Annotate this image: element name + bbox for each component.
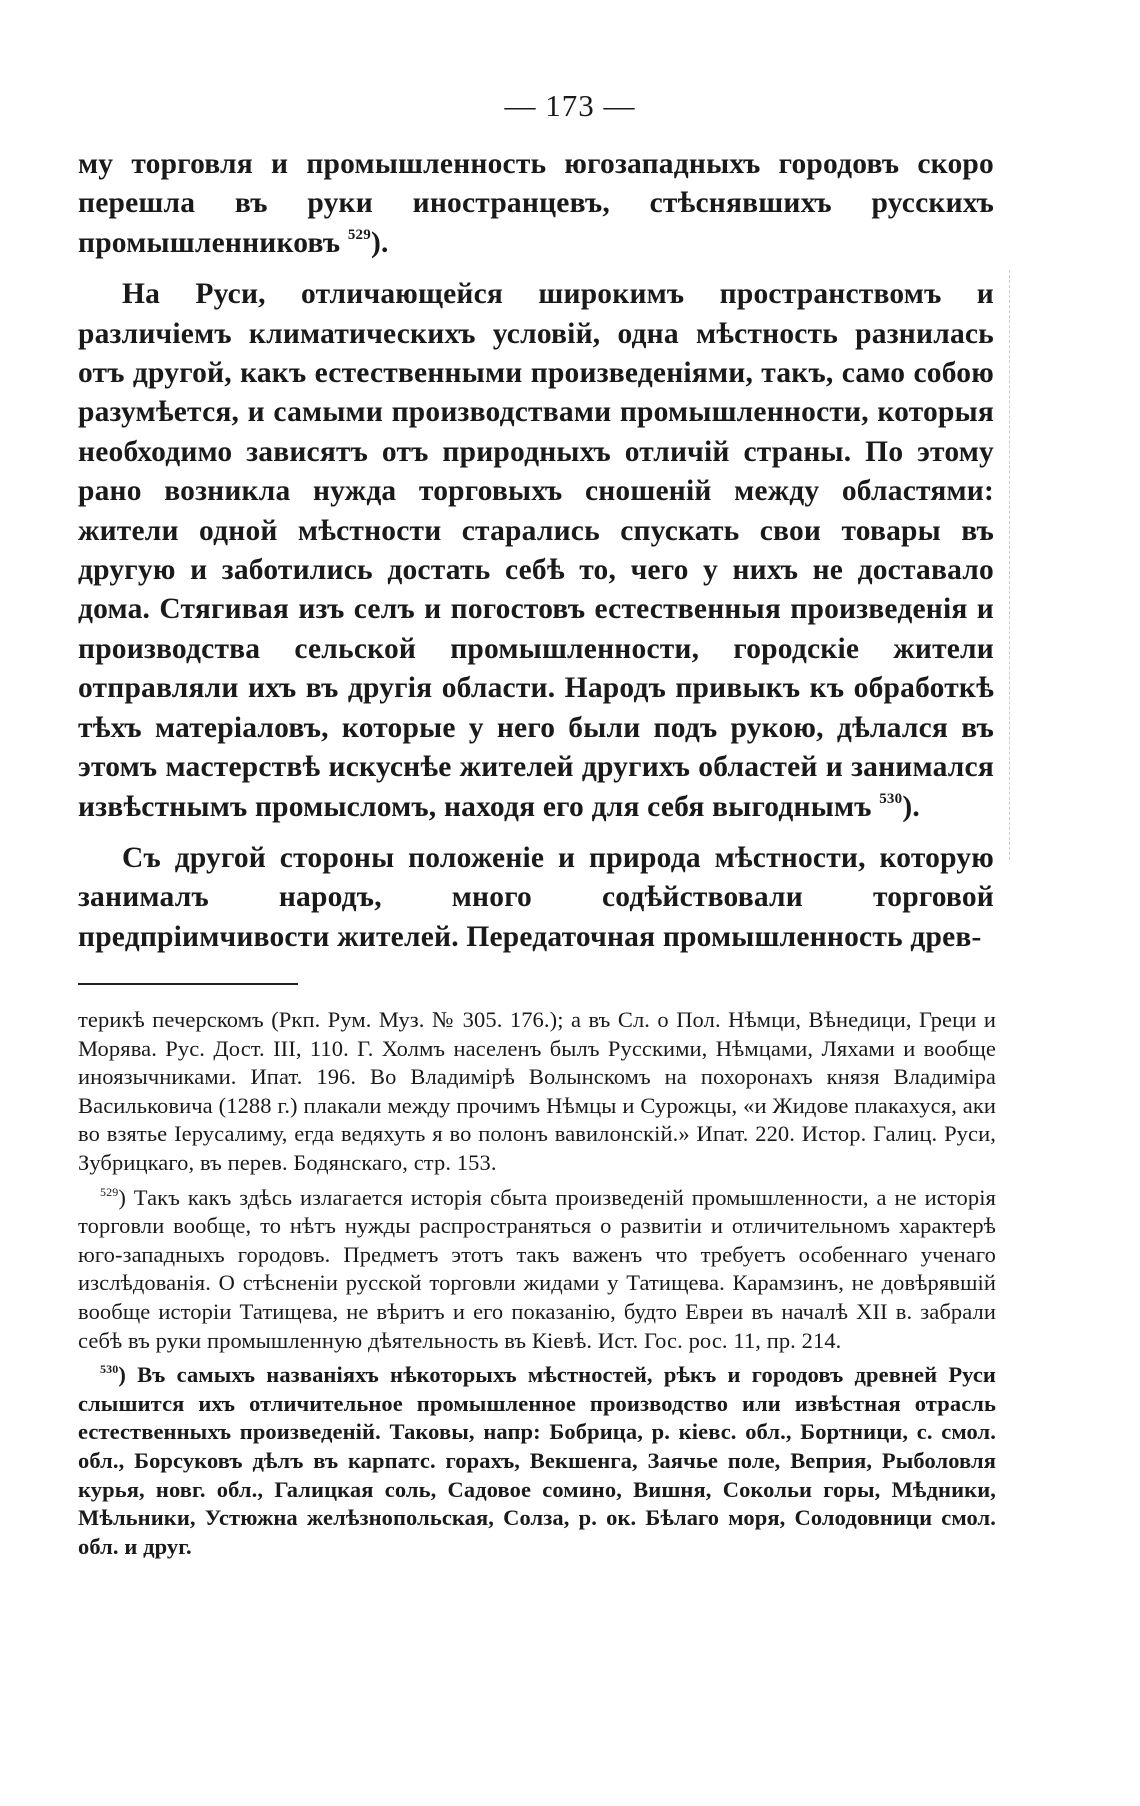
footnote-529-text: ) Такъ какъ здѣсь излагается исторія сбыта произведеній промышленности, а не исторія торговли вообще, то нѣтъ нужды распространяться о развитіи и отличительномъ характерѣ юго-западныхъ городовъ. Предметъ этотъ такъ важенъ что требуетъ особеннаго ученаго изслѣдованія. О стѣсненіи русской торговли жидами у Татищева. Карамзинъ, не довѣрявшій вообще исторіи Татищева, не вѣритъ и его показанію, будто Евреи въ началѣ XII в. забрали себѣ въ руки промышленную дѣятельность въ Кіевѣ. Ист. Гос. рос. 11, пр. 214. bbox=[78, 1184, 996, 1353]
footnote-530 bbox=[78, 1361, 996, 1561]
paragraph-2-text: На Руси, отличающейся широкимъ пространствомъ и различіемъ климатическихъ условій, одна мѣстность разнилась отъ другой, какъ естественными произведеніями, такъ, само собою разумѣется, и самыми производствами промышленности, которыя необходимо зависятъ отъ природныхъ отличій страны. По этому рано возникла нужда торговыхъ сношеній между областями: жители одной мѣстности старались спускать свои товары въ другую и заботились достать себѣ то, чего у нихъ не доставало дома. Стягивая изъ селъ и погостовъ естественныя произведенія и производства сельской промышленности, городскіе жители отправляли ихъ въ другія области. Народъ привыкъ къ обработкѣ тѣхъ матеріаловъ, которые у него были подъ рукою, дѣлался въ этомъ мастерствѣ искуснѣе жителей другихъ областей и занимался извѣстнымъ промысломъ, находя его для себя выгоднымъ bbox=[78, 278, 994, 823]
paragraph-2-tail: ). bbox=[902, 790, 920, 823]
main-text bbox=[78, 145, 994, 957]
paragraph-1 bbox=[78, 145, 994, 263]
footnote-529 bbox=[78, 1184, 996, 1356]
page-number: — 173 — bbox=[504, 88, 636, 123]
footnote-continued: терикѣ печерскомъ (Ркп. Рум. Муз. № 305. 176.); а въ Сл. о Пол. Нѣмци, Вѣнедици, Греци и Морява. Рус. Дост. III, 110. Г. Холмъ населенъ былъ Русскими, Нѣмцами, Ляхами и вообще иноязычниками. Ипат. 196. Во Владимірѣ Волынскомъ на похоронахъ князя Владиміра Васильковича (1288 г.) плакали между прочимъ Нѣмцы и Сурожцы, «и Жидове плакахуся, аки во взятье Іерусалиму, егда ведяхуть я во полонъ вавилонскій.» Ипат. 220. Истор. Галиц. Руси, Зубрицкаго, въ перев. Бодянскаго, стр. 153. bbox=[78, 1007, 996, 1175]
margin-scribble bbox=[997, 270, 1010, 860]
footnote-ref-529[interactable]: 529 bbox=[347, 226, 371, 243]
footnote-530-marker: 530 bbox=[100, 1362, 119, 1377]
paragraph-3-text: Съ другой стороны положеніе и природа мѣстности, которую занималъ народъ, много содѣйствовали торговой предпріимчивости жителей. Передаточная промышленность древ- bbox=[78, 841, 994, 953]
footnotes bbox=[78, 1006, 996, 1561]
paragraph-2 bbox=[78, 275, 994, 827]
paragraph-3 bbox=[78, 839, 994, 957]
paragraph-1-text: му торговля и промышленность югозападныхъ городовъ скоро перешла въ руки иностранцевъ, стѣснявшихъ русскихъ промышленниковъ bbox=[78, 148, 994, 259]
footnote-529-marker: 529 bbox=[100, 1184, 119, 1199]
footnote-separator bbox=[78, 983, 298, 985]
paragraph-1-tail: ). bbox=[370, 226, 389, 259]
footnote-ref-530[interactable]: 530 bbox=[879, 790, 903, 807]
footnote-530-text: ) Въ самыхъ названіяхъ нѣкоторыхъ мѣстностей, рѣкъ и городовъ древней Руси слышится ихъ отличительное промышленное производство или извѣстная отрасль естественныхъ произведеній. Таковы, напр: Бобрица, р. кіевс. обл., Бортници, с. смол. обл., Борсуковъ дѣлъ въ карпатс. горахъ, Векшенга, Заячье поле, Веприя, Рыболовля курья, новг. обл., Галицкая соль, Садовое сомино, Вишня, Сокольи горы, Мѣдники, Мѣльники, Устюжна желѣзнопольская, Солза, р. ок. Бѣлаго моря, Солодовници смол. обл. и друг. bbox=[78, 1362, 996, 1559]
